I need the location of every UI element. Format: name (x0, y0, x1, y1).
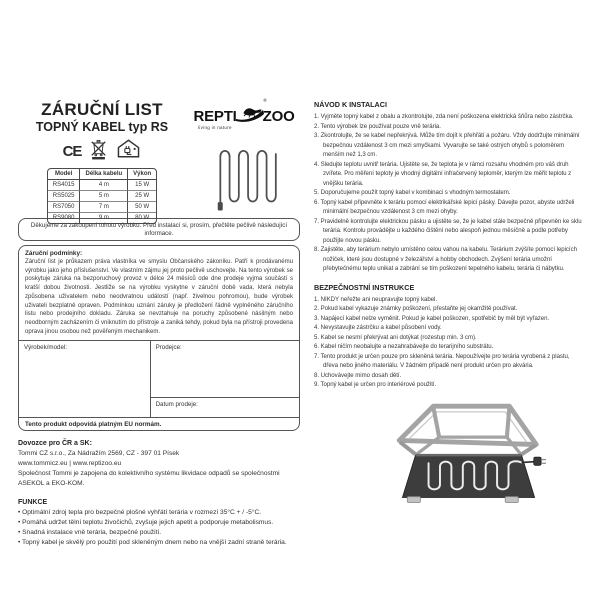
warranty-title: Záruční podmínky: (25, 250, 83, 257)
importer-websites: www.tommicz.eu | www.reptizoo.eu (18, 460, 122, 468)
left-column (18, 100, 300, 548)
safety-rule: 1. NIKDY neřežte ani neupravujte topný kabel. (314, 295, 437, 303)
ce-mark-icon: CE (62, 142, 82, 160)
safety-title: BEZPEČNOSTNÍ INSTRUKCE (314, 282, 415, 292)
indoor-use-house-plug-icon (116, 138, 141, 164)
cell-model: RS4015 (52, 181, 75, 188)
eu-compliance-note: Tento produkt odpovídá platným EU normám. (19, 417, 299, 430)
safety-rule: 5. Kabel se nesmí překrývat ani dotýkat (rozestup min. 3 cm). (314, 333, 477, 341)
warranty-box (18, 245, 300, 431)
install-step: 6. Topný kabel připevněte k teráriu pomocí elektrikářské lepicí pásky. Dávejte pozor, abyste udrželi minimální bezpečnou vzdálenost 3 cm mezi ohyby. (314, 198, 575, 215)
cell-power: 25 W (127, 190, 156, 201)
install-step: 5. Doporučujeme použít topný kabel v kombinaci s vhodným termostatem. (314, 189, 511, 196)
sale-date-field: Datum prodeje: (151, 397, 299, 417)
function-item: • Pomáhá udržet tělní teplotu živočichů, zvyšuje jejich apetit a podporuje metabolismus. (18, 519, 274, 527)
spec-col-power: Výkon (127, 169, 156, 180)
logo-text-repti: REPTI (193, 108, 237, 125)
cell-length: 4 m (79, 180, 127, 190)
table-row (48, 180, 156, 190)
product-subtitle: TOPNÝ KABEL typ RS (35, 120, 169, 134)
logo-tagline: living in nature (198, 125, 232, 130)
registered-mark: ® (263, 98, 267, 103)
install-step: 4. Sledujte teplotu uvnitř terária. Ujistěte se, že teplota je v rámci rozsahu vhodném pro váš druh zvířete. Pro měření teploty je vhodný digitální infračervený teploměr, kterým lze měřit teplotu z vnějšku terária. (314, 160, 572, 187)
cell-model: RS9080 (48, 212, 80, 223)
install-step: 1. Vyjměte topný kabel z obalu a zkontrolujte, zda není poškozena elektrická šňůra nebo zástrčka. (314, 113, 574, 120)
cell-power: 50 W (127, 201, 156, 212)
warranty-form (19, 340, 299, 417)
spec-col-length: Délka kabelu (79, 169, 127, 180)
importer-address: Tommi CZ s.r.o., Za Nádražím 2569, CZ - 397 01 Písek (18, 450, 180, 458)
cell-length: 7 m (79, 201, 127, 212)
installation-title: NÁVOD K INSTALACI (314, 100, 387, 109)
terrarium-illustration (376, 398, 586, 527)
reptizoo-logo (188, 98, 300, 130)
certification-icons (18, 139, 186, 163)
table-row (48, 201, 156, 212)
right-column (314, 100, 586, 527)
importer-title: Dovozce pro ČR a SK: (18, 440, 92, 448)
function-item: • Optimální zdroj tepla pro bezpečné plošné vyhřátí terária v rozmezí 35°C + / -5°C. (18, 509, 262, 517)
installation-list (314, 112, 586, 274)
spec-header-row (48, 169, 156, 180)
title-block (18, 100, 186, 224)
cell-model: RS7050 (48, 201, 80, 212)
safety-block (314, 283, 586, 390)
thanks-note: Děkujeme za zakoupení tohoto výrobku. Před instalací si, prosím, přečtěte pečlivě následující informace. (18, 218, 300, 241)
spec-table (47, 168, 157, 224)
safety-rule: 9. Topný kabel je určen pro interiérové použití. (314, 381, 437, 388)
safety-rule: 7. Tento produkt je určen pouze pro skleněná terária. Nepoužívejte pro terária vyrobená z plastu, dřeva nebo jiného materiálu. V žádném případě není produkt určen pro akvária. (314, 352, 570, 369)
safety-rule: 4. Nevystavujte zástrčku a kabel působení vody. (314, 324, 442, 331)
cell-length: 5 m (79, 190, 127, 201)
lizard-swoosh-icon (235, 98, 267, 124)
safety-list (314, 295, 586, 390)
safety-rule: 2. Pokud kabel vykazuje známky poškození, přestaňte jej okamžitě používat. (314, 305, 518, 312)
table-row (48, 190, 156, 201)
document-header (18, 98, 300, 221)
product-model-field: Výrobek/model: (19, 341, 151, 417)
seller-field: Prodejce: (155, 344, 182, 352)
cell-length: 9 m (79, 212, 127, 223)
safety-rule: 8. Uchovávejte mimo dosah dětí. (314, 371, 402, 379)
warranty-text: Záruční list je průkazem práva vlastníka ve smyslu Občanského zákoníku. Patří k prodávanému výrobku jako jeho příslušenství. Ve vlastním zájmu jej proto pečlivě uschovejte. Na tento výrobek se poskytuje záruka na bezporuchový provoz v délce 24 měsíců ode dne prodeje vyjma součástí s kratší dobou životnosti. Jestliže se na výrobku vyskytne v záruční době vada, která nebyla způsobena uživatelem nebo neodvratnou událostí (např. živelnou pohromou), bude výrobek uživateli bezplatně opraven. Podmínkou uznání záruky je předložení řádně vyplněného záručního listu nebo prodejního dokladu. Záruka se nevztahuje na poruchy způsobené násilným nebo neodborným zacházením či vniknutím do přístroje a zaniká tehdy, pokud byla na přístroji provedena oprava jinou osobou než pověřeným mechanikem. (25, 259, 293, 335)
logo-text-zoo: ZOO (262, 108, 295, 125)
cell-power: 80 W (127, 212, 156, 223)
install-step: 3. Zkontrolujte, že se kabel nepřekrývá. Může tím dojít k přehřátí a požáru. Vždy dodržujte minimální bezpečnou vzdálenost 3 cm mezi smyčkami. Vyvarujte se také ostrých ohybů s poloměrem menším než 1,3 cm. (314, 132, 580, 158)
table-row (48, 212, 156, 223)
install-step: 7. Pravidelně kontrolujte elektrickou pásku a ujistěte se, že je kabel stále bezpečně připevněn ke sklu terária. Kontrolu provádějte u každého čištění nebo alespoň jednou měsíčně a podle potřeby použijte novou pásku. (314, 217, 582, 244)
safety-rule: 6. Kabel ničím neobalujte a nezahrabávejte do terarijního substrátu. (314, 343, 494, 350)
functions-block (18, 498, 300, 548)
importer-recycling-note: Společnost Tommi je zapojena do kolektivního systému likvidace odpadů se společnostmi ASEKOL a EKO-KOM. (18, 470, 280, 488)
cell-model: RS5025 (48, 190, 80, 201)
heating-cable-diagram (214, 142, 284, 221)
installation-block (314, 100, 586, 274)
install-step: 8. Zajistěte, aby terárium nebylo umístěno celou vahou na kabelu. Terárium zvýšíte pomocí lepicích nožiček, které jsou dostupné v železářství a hobby obchodech. Zvýšení terária umožní přebytečnému teplu unikat a zabrání se tím poškození tepelného kabelu, terária či nábytku. (314, 246, 577, 272)
function-item: • Snadná instalace vně terária, bezpečné použití. (18, 529, 162, 537)
page-title: ZÁRUČNÍ LIST (41, 100, 163, 119)
cell-power: 15 W (127, 180, 156, 190)
functions-title: FUNKCE (18, 499, 48, 507)
weee-bin-icon (90, 138, 107, 165)
install-step: 2. Tento výrobek lze používat pouze vně terária. (314, 122, 441, 130)
function-item: • Topný kabel je skvělý pro použití pod skleněným dnem nebo na vnější zadní straně terária. (18, 539, 287, 547)
spec-col-model: Model (48, 169, 80, 180)
safety-rule: 3. Napájecí kabel nelze vyměnit. Pokud je kabel poškozen, spotřebič by měl být vyřazen. (314, 314, 550, 322)
importer-block (18, 439, 300, 489)
